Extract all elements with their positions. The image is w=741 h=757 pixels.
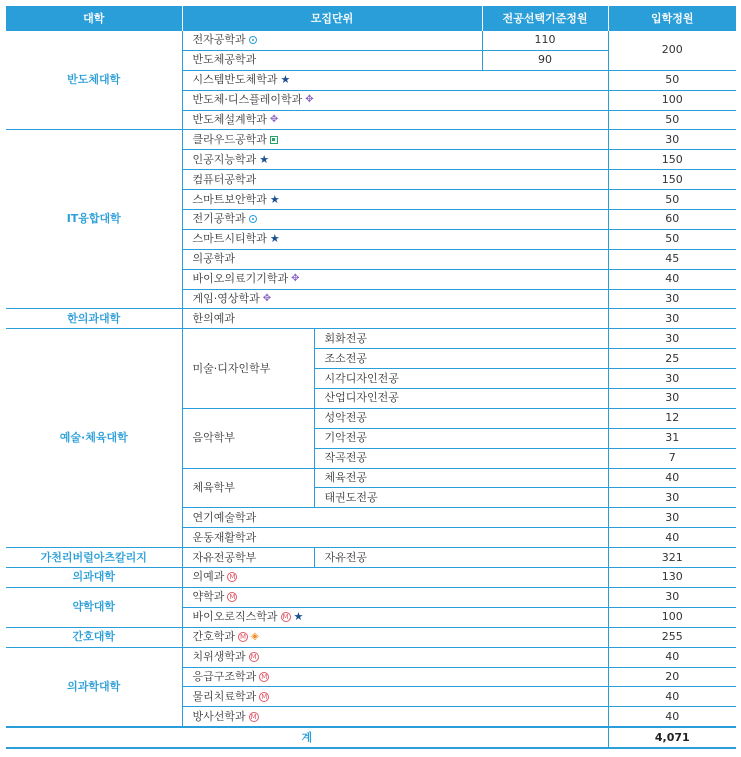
quota-cell: 40 [608, 707, 736, 727]
unit-cell: 약학과 M [182, 587, 608, 607]
college-pharmacy: 약학대학 [6, 587, 182, 627]
quota-cell: 12 [608, 408, 736, 428]
quota-cell: 50 [608, 70, 736, 90]
m-icon: M [282, 613, 289, 622]
college-korean-medicine: 한의과대학 [6, 309, 182, 329]
major-quota-cell: 110 [482, 31, 608, 51]
quota-cell: 30 [608, 289, 736, 309]
m-icon: M [250, 712, 257, 721]
star-icon: ★ [269, 192, 280, 206]
quota-cell: 30 [608, 329, 736, 349]
table-row [6, 31, 736, 51]
star-icon: ★ [259, 152, 270, 166]
cross-icon: ✥ [291, 273, 300, 285]
unit-cell: 체육학부 [182, 468, 314, 508]
cross-icon: ✥ [305, 94, 314, 106]
quota-cell: 30 [608, 488, 736, 508]
major-cell: 성악전공 [314, 408, 608, 428]
quota-cell: 50 [608, 190, 736, 210]
table-row [6, 587, 736, 607]
m-icon: M [261, 672, 268, 681]
unit-cell: 간호학과 M ◈ [182, 627, 608, 647]
major-cell: 회화전공 [314, 329, 608, 349]
m-icon: M [229, 573, 236, 582]
major-quota-cell: 90 [482, 50, 608, 70]
quota-cell: 150 [608, 150, 736, 170]
major-cell: 산업디자인전공 [314, 389, 608, 409]
quota-cell: 45 [608, 249, 736, 269]
unit-cell: 치위생학과 M [182, 647, 608, 667]
unit-cell: 운동재활학과 [182, 528, 608, 548]
unit-cell: 한의예과 [182, 309, 608, 329]
college-liberal-arts: 가천리버럴아츠칼리지 [6, 548, 182, 568]
unit-cell: 스마트시티학과 ★ [182, 229, 608, 249]
unit-cell: 물리치료학과 M [182, 687, 608, 707]
quota-cell: 30 [608, 130, 736, 150]
quota-cell: 255 [608, 627, 736, 647]
quota-cell: 30 [608, 389, 736, 409]
unit-cell: 컴퓨터공학과 [182, 170, 608, 190]
quota-cell: 40 [608, 528, 736, 548]
major-cell: 작곡전공 [314, 448, 608, 468]
header-college: 대학 [6, 6, 182, 31]
unit-cell: 클라우드공학과 [182, 130, 608, 150]
unit-cell: 반도체·디스플레이학과 ✥ [182, 90, 608, 110]
total-row [6, 727, 736, 748]
major-cell: 체육전공 [314, 468, 608, 488]
college-arts-sports: 예술·체육대학 [6, 329, 182, 548]
unit-cell: 게임·영상학과 ✥ [182, 289, 608, 309]
college-medicine: 의과대학 [6, 568, 182, 588]
table-header-row [6, 6, 736, 31]
unit-cell: 전자공학과 [182, 31, 482, 51]
total-label: 계 [6, 727, 608, 748]
table-row [6, 568, 736, 588]
unit-cell: 의예과 M [182, 568, 608, 588]
quota-cell: 30 [608, 508, 736, 528]
table-row [6, 548, 736, 568]
major-cell: 조소전공 [314, 349, 608, 369]
unit-cell: 반도체설계학과 ✥ [182, 110, 608, 130]
total-value: 4,071 [608, 727, 736, 748]
major-cell: 시각디자인전공 [314, 369, 608, 389]
quota-cell: 150 [608, 170, 736, 190]
college-it: IT융합대학 [6, 130, 182, 309]
table-row [6, 309, 736, 329]
quota-cell: 130 [608, 568, 736, 588]
college-nursing: 간호대학 [6, 627, 182, 647]
diamond-icon: ◈ [251, 631, 259, 643]
m-icon: M [250, 653, 257, 662]
quota-cell: 100 [608, 607, 736, 627]
square-icon [270, 136, 278, 144]
quota-cell: 40 [608, 468, 736, 488]
quota-cell: 30 [608, 309, 736, 329]
quota-cell: 50 [608, 229, 736, 249]
admission-quota-table [6, 6, 736, 749]
header-quota: 입학정원 [608, 6, 736, 31]
header-unit: 모집단위 [182, 6, 482, 31]
cross-icon: ✥ [262, 293, 272, 305]
quota-cell: 40 [608, 269, 736, 289]
unit-cell: 시스템반도체학과 ★ [182, 70, 608, 90]
quota-cell: 60 [608, 210, 736, 230]
quota-cell: 50 [608, 110, 736, 130]
unit-cell: 연기예술학과 [182, 508, 608, 528]
unit-cell: 응급구조학과 M [182, 667, 608, 687]
college-health-science: 의과학대학 [6, 647, 182, 727]
unit-cell: 바이오의료기기학과 ✥ [182, 269, 608, 289]
unit-cell: 인공지능학과 ★ [182, 150, 608, 170]
unit-cell: 음악학부 [182, 408, 314, 468]
quota-cell: 321 [608, 548, 736, 568]
unit-cell: 바이오로직스학과 M ★ [182, 607, 608, 627]
quota-cell: 100 [608, 90, 736, 110]
quota-cell: 7 [608, 448, 736, 468]
unit-cell: 방사선학과 M [182, 707, 608, 727]
quota-cell: 31 [608, 428, 736, 448]
table-row [6, 329, 736, 349]
quota-cell: 40 [608, 687, 736, 707]
circle-icon [249, 36, 257, 44]
quota-cell: 25 [608, 349, 736, 369]
quota-cell: 20 [608, 667, 736, 687]
quota-cell: 30 [608, 369, 736, 389]
quota-cell: 200 [608, 31, 736, 71]
star-icon: ★ [269, 232, 280, 246]
m-icon: M [229, 593, 236, 602]
header-major-quota: 전공선택기준정원 [482, 6, 608, 31]
circle-icon [249, 215, 257, 223]
major-cell: 기악전공 [314, 428, 608, 448]
star-icon: ★ [293, 610, 304, 624]
unit-cell: 반도체공학과 [182, 50, 482, 70]
quota-cell: 40 [608, 647, 736, 667]
quota-cell: 30 [608, 587, 736, 607]
table-row [6, 627, 736, 647]
table-row [6, 130, 736, 150]
cross-icon: ✥ [269, 114, 279, 125]
unit-cell: 스마트보안학과 ★ [182, 190, 608, 210]
m-icon: M [239, 633, 247, 642]
unit-cell: 의공학과 [182, 249, 608, 269]
star-icon: ★ [280, 73, 291, 87]
unit-cell: 미술·디자인학부 [182, 329, 314, 409]
unit-cell: 자유전공학부 [182, 548, 314, 568]
major-cell: 태권도전공 [314, 488, 608, 508]
college-semiconductor: 반도체대학 [6, 31, 182, 130]
table-row [6, 647, 736, 667]
major-cell: 자유전공 [314, 548, 608, 568]
m-icon: M [261, 692, 268, 701]
unit-cell: 전기공학과 [182, 210, 608, 230]
